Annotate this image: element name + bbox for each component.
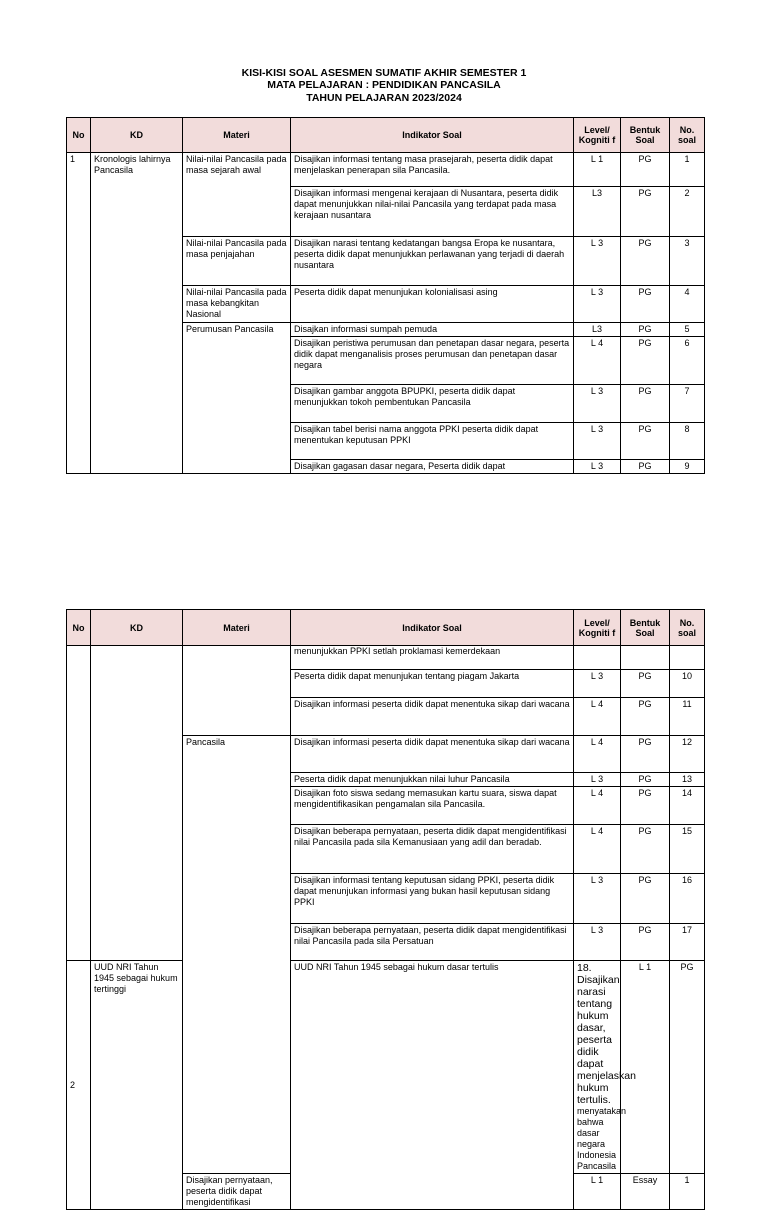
row-indikator: Disajikan informasi tentang keputusan sidang PPKI, peserta didik dapat menunjukan informasi yang bukan hasil keputusan sidang PPKI (291, 874, 574, 924)
row-indikator: Peserta didik dapat menunjukan kolonialisasi asing (291, 286, 574, 323)
row-indikator: Disajkan informasi sumpah pemuda (291, 323, 574, 337)
row-nosoal: 2 (670, 187, 705, 237)
row-bentuk: PG (621, 187, 670, 237)
row-bentuk: PG (621, 323, 670, 337)
row-level: L 4 (574, 825, 621, 874)
col-level: Level/ Kogniti f (574, 118, 621, 153)
indikator-18-extra: menyatakan bahwa dasar negara Indonesia Pancasila (577, 1106, 627, 1171)
row-level: L 3 (574, 670, 621, 698)
row-materi: UUD NRI Tahun 1945 sebagai hukum dasar tertulis (291, 961, 574, 1210)
row-indikator: Disajikan foto siswa sedang memasukan kartu suara, siswa dapat mengidentifikasikan pengamalan sila Pancasila. (291, 787, 574, 825)
col-kd: KD (91, 610, 183, 646)
row-indikator: Disajikan informasi tentang masa prasejarah, peserta didik dapat menjelaskan penerapan sila Pancasila. (291, 153, 574, 187)
row-level: L 3 (574, 385, 621, 423)
row-level: L 3 (574, 773, 621, 787)
row-indikator: Disajikan beberapa pernyataan, peserta didik dapat mengidentifikasi nilai Pancasila pada sila Kemanusiaan yang adil dan beradab. (291, 825, 574, 874)
row-bentuk: PG (621, 286, 670, 323)
doc-title: KISI-KISI SOAL ASESMEN SUMATIF AKHIR SEMESTER 1 (241, 67, 527, 79)
kisi-kisi-table-page2 (66, 609, 705, 1210)
row-indikator: Disajikan informasi peserta didik dapat menentuka sikap dari wacana (291, 698, 574, 736)
row-bentuk: PG (621, 698, 670, 736)
row-level: L3 (574, 323, 621, 337)
row-indikator: menunjukkan PPKI setlah proklamasi kemerdekaan (291, 646, 574, 670)
row-nosoal: 11 (670, 698, 705, 736)
row-level: L 3 (574, 874, 621, 924)
row-materi (183, 646, 291, 736)
row-no: 2 (67, 961, 91, 1210)
col-bentuk: Bentuk Soal (621, 610, 670, 646)
row-nosoal: 4 (670, 286, 705, 323)
col-materi: Materi (183, 118, 291, 153)
row-no: 1 (67, 153, 91, 474)
row-bentuk (621, 646, 670, 670)
row-nosoal: 17 (670, 924, 705, 961)
row-nosoal: 10 (670, 670, 705, 698)
row-level: L 4 (574, 736, 621, 773)
table-row (67, 153, 705, 187)
col-level: Level/ Kogniti f (574, 610, 621, 646)
row-bentuk: PG (621, 736, 670, 773)
row-indikator: Peserta didik dapat menunjukan tentang piagam Jakarta (291, 670, 574, 698)
row-bentuk: PG (621, 460, 670, 474)
indikator-18-main: 18. Disajikan narasi tentang hukum dasar, peserta didik dapat menjelaskan hukum tertulis. (577, 962, 636, 1106)
row-level: L 3 (574, 423, 621, 460)
row-nosoal: 9 (670, 460, 705, 474)
row-kd (91, 646, 183, 961)
row-level: L 3 (574, 286, 621, 323)
row-indikator: Disajikan pernyataan, peserta didik dapat mengidentifikasi (183, 1174, 291, 1210)
row-nosoal: 6 (670, 337, 705, 385)
doc-subject: MATA PELAJARAN : PENDIDIKAN PANCASILA (267, 79, 501, 91)
col-nosoal: No. soal (670, 118, 705, 153)
row-nosoal: 12 (670, 736, 705, 773)
col-bentuk: Bentuk Soal (621, 118, 670, 153)
row-bentuk: PG (621, 337, 670, 385)
doc-year: TAHUN PELAJARAN 2023/2024 (306, 92, 462, 104)
row-indikator (574, 961, 636, 1174)
row-nosoal: 1 (670, 1174, 705, 1210)
row-bentuk: PG (621, 237, 670, 286)
row-nosoal: 7 (670, 385, 705, 423)
row-materi: Pancasila (183, 736, 291, 1174)
row-bentuk: PG (621, 787, 670, 825)
col-kd: KD (91, 118, 183, 153)
col-no: No (67, 610, 91, 646)
row-kd: Kronologis lahirnya Pancasila (91, 153, 183, 474)
header-row (67, 118, 705, 153)
row-nosoal: 1 (670, 153, 705, 187)
row-materi: Nilai-nilai Pancasila pada masa sejarah awal (183, 153, 291, 237)
table-row (67, 961, 705, 1174)
row-indikator: Disajikan beberapa pernyataan, peserta didik dapat mengidentifikasi nilai Pancasila pada sila Persatuan (291, 924, 574, 961)
row-level: L 3 (574, 924, 621, 961)
row-kd: UUD NRI Tahun 1945 sebagai hukum tertinggi (91, 961, 183, 1210)
row-bentuk: PG (621, 773, 670, 787)
row-nosoal: 3 (670, 237, 705, 286)
row-bentuk: PG (670, 961, 705, 1174)
row-nosoal: 13 (670, 773, 705, 787)
row-indikator: Disajikan peristiwa perumusan dan penetapan dasar negara, peserta didik dapat menganalisis proses perumusan dan penetapan dasar negara (291, 337, 574, 385)
kisi-kisi-table-page1 (66, 117, 705, 474)
row-indikator: Disajikan gambar anggota BPUPKI, peserta didik dapat menunjukkan tokoh pembentukan Pancasila (291, 385, 574, 423)
row-indikator: Peserta didik dapat menunjukkan nilai luhur Pancasila (291, 773, 574, 787)
row-level: L 3 (574, 460, 621, 474)
row-indikator: Disajikan informasi peserta didik dapat menentuka sikap dari wacana (291, 736, 574, 773)
row-nosoal: 15 (670, 825, 705, 874)
row-bentuk: PG (621, 825, 670, 874)
row-indikator: Disajikan narasi tentang kedatangan bangsa Eropa ke nusantara, peserta didik dapat menunjukkan perlawanan yang terjadi di daerah nusantara (291, 237, 574, 286)
row-nosoal: 14 (670, 787, 705, 825)
col-indikator: Indikator Soal (291, 118, 574, 153)
row-nosoal (670, 646, 705, 670)
row-materi: Perumusan Pancasila (183, 323, 291, 474)
col-no: No (67, 118, 91, 153)
row-nosoal: 5 (670, 323, 705, 337)
row-level: L 1 (574, 1174, 621, 1210)
row-indikator: Disajikan tabel berisi nama anggota PPKI peserta didik dapat menentukan keputusan PPKI (291, 423, 574, 460)
row-level (574, 646, 621, 670)
row-bentuk: PG (621, 423, 670, 460)
row-level: L 1 (621, 961, 670, 1174)
row-bentuk: PG (621, 153, 670, 187)
row-materi: Nilai-nilai Pancasila pada masa kebangkitan Nasional (183, 286, 291, 323)
row-level: L 3 (574, 237, 621, 286)
row-level: L3 (574, 187, 621, 237)
row-indikator: Disajikan informasi mengenai kerajaan di Nusantara, peserta didik dapat menunjukkan nilai-nilai Pancasila yang terdapat pada masa kerajaan nusantara (291, 187, 574, 237)
row-level: L 4 (574, 787, 621, 825)
header-row (67, 610, 705, 646)
row-no (67, 646, 91, 961)
row-bentuk: PG (621, 924, 670, 961)
row-materi: Nilai-nilai Pancasila pada masa penjajahan (183, 237, 291, 286)
row-level: L 1 (574, 153, 621, 187)
row-bentuk: PG (621, 670, 670, 698)
row-bentuk: PG (621, 874, 670, 924)
row-level: L 4 (574, 698, 621, 736)
row-level: L 4 (574, 337, 621, 385)
col-materi: Materi (183, 610, 291, 646)
row-nosoal: 8 (670, 423, 705, 460)
col-indikator: Indikator Soal (291, 610, 574, 646)
table-row (67, 646, 705, 670)
row-nosoal: 16 (670, 874, 705, 924)
row-indikator: Disajikan gagasan dasar negara, Peserta didik dapat (291, 460, 574, 474)
row-bentuk: PG (621, 385, 670, 423)
col-nosoal: No. soal (670, 610, 705, 646)
row-bentuk: Essay (621, 1174, 670, 1210)
